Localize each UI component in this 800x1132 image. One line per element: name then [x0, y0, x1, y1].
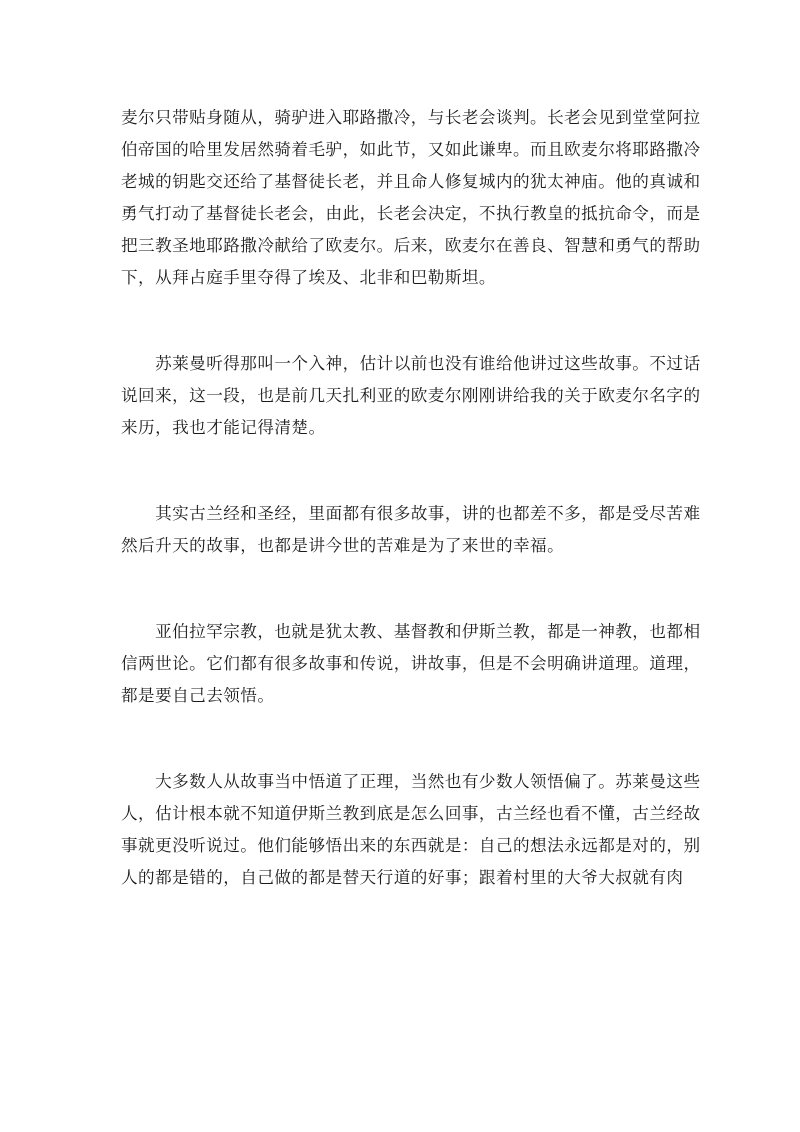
paragraph-spacer — [121, 562, 687, 616]
text-line: 亚伯拉罕宗教，也就是犹太教、基督教和伊斯兰教，都是一神教，也都相 — [121, 622, 701, 641]
text-line: 把三教圣地耶路撒冷献给了欧麦尔。后来，欧麦尔在善良、智慧和勇气的帮助 — [121, 236, 701, 255]
paragraph-spacer — [121, 294, 687, 348]
text-line: 人的都是错的，自己做的都是替天行道的好事；跟着村里的大爷大叔就有肉 — [121, 868, 684, 887]
text-line: 说回来，这一段，也是前几天扎利亚的欧麦尔刚刚讲给我的关于欧麦尔名字的 — [121, 386, 701, 405]
paragraph-2 — [121, 348, 701, 444]
text-line: 苏莱曼听得那叫一个入神，估计以前也没有谁给他讲过这些故事。不过话 — [121, 354, 701, 373]
text-line: 麦尔只带贴身随从，骑驴进入耶路撒冷，与长老会谈判。长老会见到堂堂阿拉 — [121, 108, 701, 127]
paragraph-3 — [121, 498, 701, 562]
text-line: 其实古兰经和圣经，里面都有很多故事，讲的也都差不多，都是受尽苦难 — [121, 504, 701, 523]
text-line: 大多数人从故事当中悟道了正理，当然也有少数人领悟偏了。苏莱曼这些 — [121, 772, 701, 791]
text-line: 事就更没听说过。他们能够悟出来的东西就是：自己的想法永远都是对的，别 — [121, 836, 701, 855]
paragraph-1 — [121, 102, 701, 294]
text-line: 伯帝国的哈里发居然骑着毛驴，如此节，又如此谦卑。而且欧麦尔将耶路撒冷 — [121, 140, 701, 159]
paragraph-5 — [121, 766, 701, 894]
text-line: 人，估计根本就不知道伊斯兰教到底是怎么回事，古兰经也看不懂，古兰经故 — [121, 804, 701, 823]
text-line: 勇气打动了基督徒长老会，由此，长老会决定，不执行教皇的抵抗命令，而是 — [121, 204, 701, 223]
text-line: 信两世论。它们都有很多故事和传说，讲故事，但是不会明确讲道理。道理， — [121, 654, 701, 673]
paragraph-4 — [121, 616, 701, 712]
text-line: 老城的钥匙交还给了基督徒长老，并且命人修复城内的犹太神庙。他的真诚和 — [121, 172, 701, 191]
text-line: 下，从拜占庭手里夺得了埃及、北非和巴勒斯坦。 — [121, 268, 496, 287]
text-line: 都是要自己去领悟。 — [121, 686, 275, 705]
paragraph-spacer — [121, 444, 687, 498]
document-page — [121, 102, 701, 894]
text-line: 然后升天的故事，也都是讲今世的苦难是为了来世的幸福。 — [121, 536, 565, 555]
text-line: 来历，我也才能记得清楚。 — [121, 418, 326, 437]
paragraph-spacer — [121, 712, 687, 766]
